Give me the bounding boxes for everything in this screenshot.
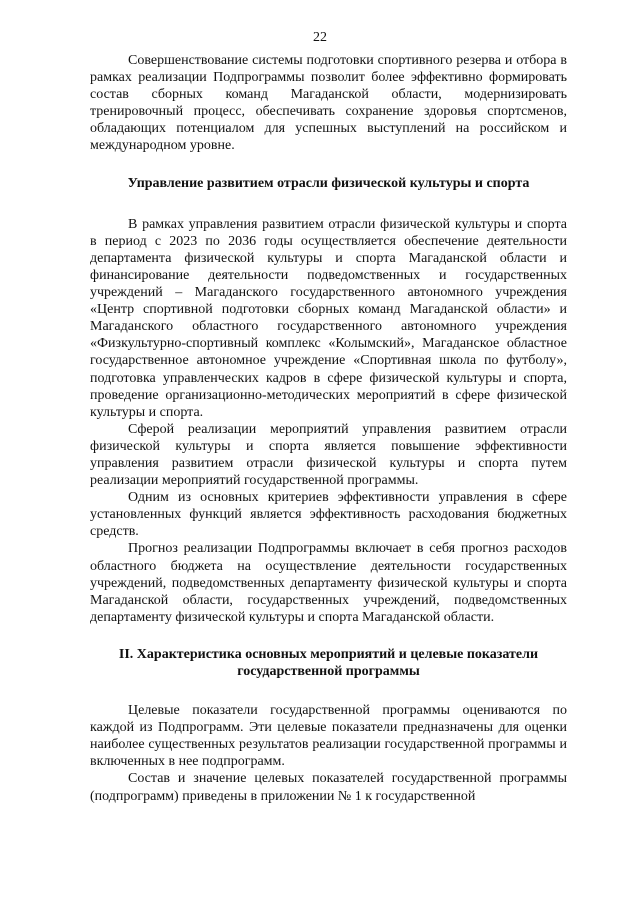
section-heading-management: Управление развитием отрасли физической культуры и спорта (127, 175, 530, 191)
section-ii-paragraph-1: Целевые показатели государственной программы оцениваются по каждой из Подпрограмм. Эти целевые показатели предназначены для оценки наиболее существенных результатов реализации государственной программы и включенных в нее подпрограмм. (90, 703, 567, 770)
management-paragraph-2: Сферой реализации мероприятий управления развитием отрасли физической культуры и спорта является повышение эффективности управления развитием отрасли физической культуры и спорта путем реализации мероприятий государственной программы. (90, 421, 567, 489)
document-body (90, 52, 567, 805)
management-paragraph-1: В рамках управления развитием отрасли физической культуры и спорта в период с 2023 по 2036 годы осуществляется обеспечение деятельности департамента физической культуры и спорта Магаданской области и финансирование деятельности подведомственных и государственных учреждений – Магаданского государственного автономного учреждения «Центр спортивной подготовки сборных команд Магаданской области» и Магаданского областного государственного автономного учреждения «Физкультурно-спортивный комплекс «Колымский», Магаданское областное государственное автономное учреждение «Спортивная школа по футболу», подготовка управленческих кадров в сфере физической культуры и спорта, проведение организационно-методических мероприятий в сфере физической культуры и спорта. (90, 216, 567, 420)
section-ii-paragraph-2: Состав и значение целевых показателей государственной программы (подпрограмм) приведены в приложении № 1 к государственной (90, 771, 567, 804)
intro-paragraph: Совершенствование системы подготовки спортивного резерва и отбора в рамках реализации Подпрограммы позволит более эффективно формировать состав сборных команд Магаданской области, модернизировать тренировочный процесс, обеспечивать сохранение здоровья спортсменов, обладающих потенциалом для успешных выступлений на российском и международном уровне. (90, 53, 567, 154)
page-number: 22 (313, 30, 327, 45)
section-heading-ii-line-2: государственной программы (237, 664, 420, 679)
management-paragraph-3: Одним из основных критериев эффективности управления в сфере установленных функций является эффективность расходования бюджетных средств. (90, 490, 567, 540)
section-heading-ii-line-1: II. Характеристика основных мероприятий и целевые показатели (118, 646, 539, 662)
management-paragraph-4: Прогноз реализации Подпрограммы включает в себя прогноз расходов областного бюджета на осуществление деятельности государственных учреждений, подведомственных департаменту физической культуры и спорта Магаданской области, государственных учреждений, подведомственных департаменту физической культуры и спорта Магаданской области. (90, 541, 567, 625)
